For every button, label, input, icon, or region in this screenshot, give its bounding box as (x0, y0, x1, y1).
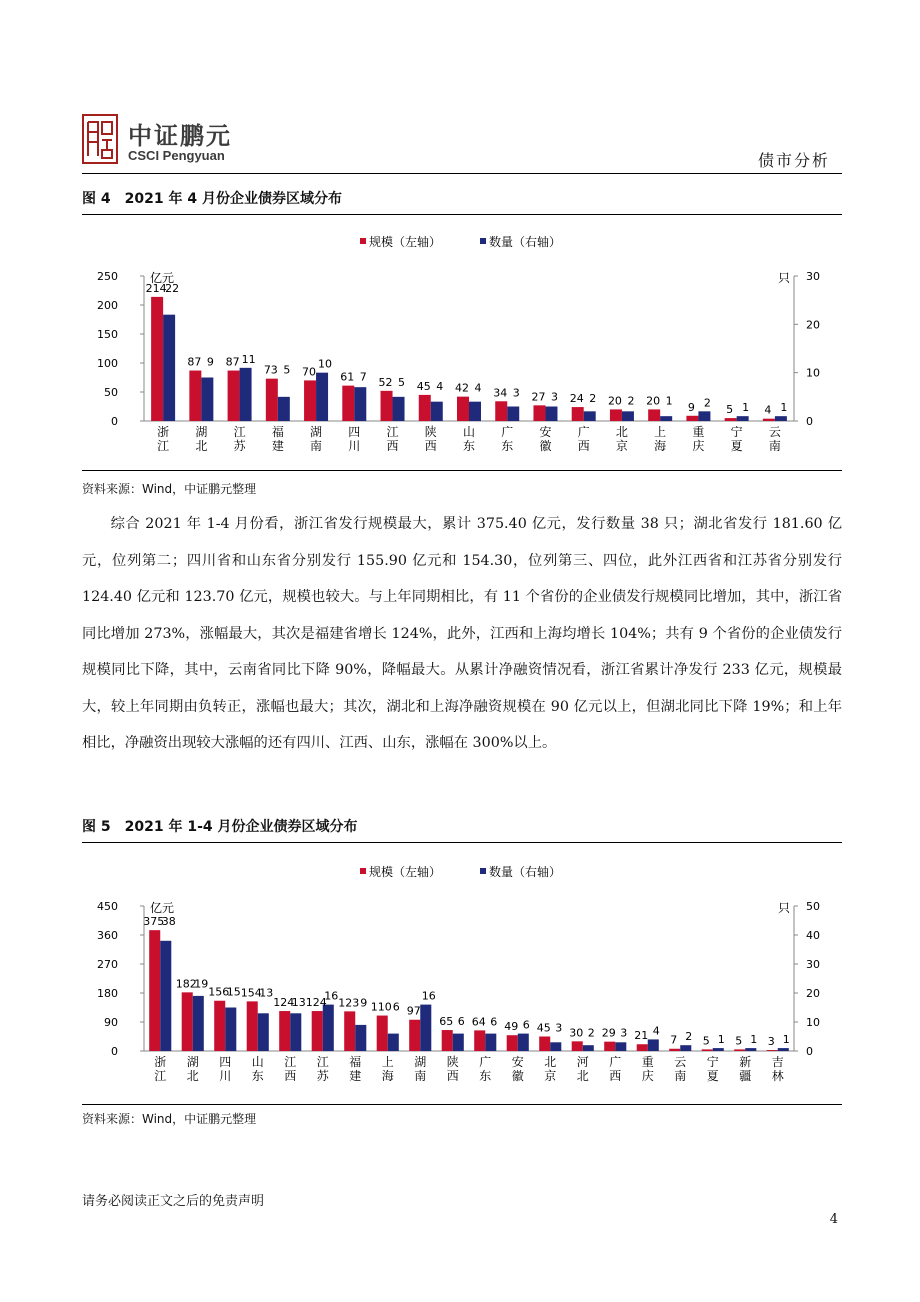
figure-4-chart (82, 226, 842, 458)
category-label: 西 (577, 439, 590, 453)
data-label-scale: 24 (569, 392, 584, 406)
bar-scale (344, 1011, 355, 1051)
category-label: 山 (251, 1055, 264, 1069)
legend-label: 数量（右轴） (489, 235, 562, 249)
category-label: 云 (674, 1055, 687, 1069)
data-label-scale: 27 (531, 390, 546, 404)
figure-5-top-rule (82, 842, 842, 843)
category-label: 西 (424, 439, 437, 453)
bar-scale (539, 1037, 550, 1052)
bar-count (354, 387, 366, 421)
bar-count (583, 1045, 594, 1051)
data-label-count: 15 (226, 985, 241, 999)
category-label: 川 (219, 1069, 232, 1083)
data-label-scale: 97 (406, 1004, 421, 1018)
data-label-count: 2 (685, 1030, 693, 1044)
data-label-count: 1 (750, 1033, 758, 1047)
data-label-count: 10 (318, 357, 333, 371)
bar-count (355, 1025, 366, 1051)
bar-scale (182, 992, 193, 1051)
bar-scale (686, 416, 698, 421)
logo-english-name: CSCI Pengyuan (128, 148, 225, 163)
data-label-scale: 34 (493, 386, 508, 400)
right-tick-label: 50 (806, 900, 820, 913)
page-number: 4 (829, 1212, 838, 1227)
data-label-count: 13 (259, 986, 274, 1000)
bar-count (469, 402, 481, 421)
category-label: 海 (654, 439, 667, 453)
data-label-count: 6 (392, 1000, 400, 1014)
right-axis-unit: 只 (777, 271, 790, 285)
bar-scale (304, 380, 316, 421)
bar-count (660, 416, 672, 421)
figure-5-title (82, 816, 358, 836)
bar-scale (734, 1049, 745, 1051)
bar-count (420, 1005, 431, 1051)
bar-scale (228, 371, 240, 421)
data-label-scale: 110 (370, 1000, 392, 1014)
bar-scale (377, 1016, 388, 1051)
data-label-scale: 87 (225, 355, 240, 369)
right-tick-label: 20 (806, 318, 820, 332)
bar-scale (266, 379, 278, 421)
category-label: 北 (195, 439, 208, 453)
data-label-scale: 61 (340, 370, 355, 384)
data-label-count: 4 (436, 379, 444, 393)
category-label: 西 (446, 1069, 459, 1083)
bar-count (615, 1042, 626, 1051)
category-label: 云 (768, 425, 781, 439)
bar-scale (669, 1049, 680, 1051)
category-label: 北 (186, 1069, 199, 1083)
data-label-scale: 5 (735, 1034, 743, 1048)
category-label: 陕 (446, 1055, 459, 1069)
data-label-scale: 5 (702, 1034, 710, 1048)
bar-scale (442, 1030, 453, 1051)
figure-5-bottom-rule (82, 1104, 842, 1105)
bar-count (745, 1048, 756, 1051)
bar-count (163, 315, 175, 421)
right-tick-label: 40 (806, 929, 820, 942)
category-label: 宁 (730, 425, 743, 439)
bar-scale (279, 1011, 290, 1051)
category-label: 江 (154, 1069, 167, 1083)
data-label-scale: 375 (143, 915, 165, 929)
category-label: 庆 (692, 439, 705, 453)
category-label: 徽 (539, 439, 552, 453)
figure-5-chart (82, 856, 842, 1088)
data-label-scale: 52 (378, 375, 393, 389)
data-label-scale: 123 (338, 996, 360, 1010)
bar-count (316, 373, 328, 421)
category-label: 北 (544, 1055, 557, 1069)
data-label-count: 3 (620, 1026, 628, 1040)
category-label: 福 (349, 1055, 362, 1069)
left-tick-label: 50 (104, 386, 118, 399)
data-label-count: 3 (550, 390, 558, 404)
data-label-count: 11 (241, 352, 256, 366)
left-tick-label: 100 (97, 357, 118, 370)
data-label-count: 2 (703, 396, 711, 410)
category-label: 重 (692, 425, 705, 439)
data-label-scale: 21 (634, 1029, 649, 1043)
data-label-count: 1 (665, 394, 673, 408)
bar-scale (763, 419, 775, 421)
bar-scale (572, 1041, 583, 1051)
category-label: 江 (386, 425, 399, 439)
figure-4-bottom-rule (82, 470, 842, 471)
bar-scale (725, 418, 737, 421)
data-label-count: 13 (291, 996, 306, 1010)
data-label-scale: 49 (504, 1020, 519, 1034)
data-label-count: 4 (652, 1024, 660, 1038)
category-label: 南 (674, 1069, 687, 1083)
category-label: 江 (284, 1055, 297, 1069)
data-label-count: 3 (555, 1021, 563, 1035)
category-label: 林 (771, 1069, 784, 1083)
category-label: 河 (576, 1055, 589, 1069)
data-label-count: 2 (587, 1026, 595, 1040)
category-label: 夏 (730, 439, 743, 453)
bar-scale (702, 1049, 713, 1051)
header-rule (82, 173, 842, 174)
bar-count (648, 1039, 659, 1051)
bar-count (737, 416, 749, 421)
data-label-scale: 45 (536, 1021, 551, 1035)
bar-count (431, 402, 443, 421)
category-label: 东 (501, 439, 514, 453)
data-label-scale: 7 (670, 1033, 678, 1047)
bar-scale (474, 1030, 485, 1051)
bar-count (545, 407, 557, 422)
bar-scale (151, 297, 163, 421)
category-label: 南 (768, 439, 781, 453)
category-label: 重 (641, 1055, 654, 1069)
bar-count (550, 1042, 561, 1051)
category-label: 浙 (154, 1055, 167, 1069)
category-label: 湖 (186, 1055, 199, 1069)
category-label: 吉 (771, 1055, 784, 1069)
bar-scale (457, 397, 469, 421)
category-label: 东 (251, 1069, 264, 1083)
left-tick-label: 270 (97, 958, 118, 971)
category-label: 福 (271, 425, 284, 439)
category-label: 湖 (310, 425, 323, 439)
right-tick-label: 10 (806, 1016, 820, 1029)
bar-scale (767, 1050, 778, 1051)
data-label-scale: 4 (764, 403, 772, 417)
figure-number: 图 4 (82, 191, 111, 207)
logo-seal-icon (82, 114, 118, 164)
legend-label: 规模（左轴） (369, 865, 442, 879)
left-tick-label: 360 (97, 929, 118, 942)
data-label-count: 1 (742, 401, 750, 415)
data-label-scale: 124 (273, 996, 295, 1010)
data-label-scale: 124 (305, 996, 327, 1010)
category-label: 京 (544, 1069, 557, 1083)
left-tick-label: 90 (104, 1016, 118, 1029)
legend-swatch (480, 238, 486, 244)
legend-label: 数量（右轴） (489, 865, 562, 879)
data-label-count: 6 (457, 1015, 465, 1029)
category-label: 苏 (233, 439, 246, 453)
right-tick-label: 10 (806, 366, 820, 380)
category-label: 北 (576, 1069, 589, 1083)
data-label-count: 16 (421, 989, 436, 1003)
category-label: 南 (310, 439, 323, 453)
bar-count (698, 411, 710, 421)
legend-swatch (480, 868, 486, 874)
category-label: 徽 (511, 1069, 524, 1083)
category-label: 上 (654, 425, 667, 439)
data-label-count: 5 (398, 375, 406, 389)
bar-scale (312, 1011, 323, 1051)
data-label-count: 19 (194, 977, 209, 991)
category-label: 建 (271, 439, 284, 453)
category-label: 西 (609, 1069, 622, 1083)
category-label: 广 (609, 1055, 622, 1069)
data-label-scale: 20 (646, 394, 661, 408)
category-label: 苏 (316, 1069, 329, 1083)
data-label-scale: 154 (240, 986, 262, 1000)
category-label: 南 (414, 1069, 427, 1083)
bar-count (193, 996, 204, 1051)
data-label-scale: 214 (145, 281, 167, 295)
bar-count (225, 1008, 236, 1052)
bar-count (393, 397, 405, 421)
bar-scale (189, 371, 201, 421)
data-label-count: 7 (359, 370, 367, 384)
data-label-count: 38 (161, 915, 176, 929)
category-label: 西 (284, 1069, 297, 1083)
data-label-count: 3 (512, 386, 520, 400)
bar-count (680, 1045, 691, 1051)
left-tick-label: 0 (111, 415, 118, 428)
data-label-scale: 182 (175, 977, 197, 991)
bar-count (713, 1048, 724, 1051)
category-label: 北 (615, 425, 628, 439)
data-label-scale: 5 (726, 403, 734, 417)
data-label-scale: 65 (439, 1015, 454, 1029)
category-label: 湖 (414, 1055, 427, 1069)
figure-4-source: 资料来源：Wind，中证鹏元整理 (82, 482, 257, 496)
data-label-scale: 45 (416, 379, 431, 393)
bar-count (775, 416, 787, 421)
data-label-count: 22 (165, 281, 180, 295)
left-axis-unit: 亿元 (150, 271, 175, 285)
bar-count (388, 1034, 399, 1051)
bar-scale (610, 409, 622, 421)
category-label: 京 (615, 439, 628, 453)
bar-scale (572, 407, 584, 421)
bar-scale (214, 1001, 225, 1051)
body-paragraph: 综合 2021 年 1-4 月份看，浙江省发行规模最大，累计 375.40 亿元，发行数量 38 只；湖北省发行 181.60 亿元，位列第二；四川省和山东省分别发行 155.90 亿元和 154.30，位列第三、四位，此外江西省和江苏省分别发行 124.40 亿元和 123.70 亿元，规模也较大。与上年同期相比，有 11 个省份的企业债发行规模同比增加，其中，浙江省同比增加 273%，涨幅最大，其次是福建省增长 124%，此外，江西和上海均增长 104%；共有 9 个省份的企业债发行规模同比下降，其中，云南省同比下降 90%，降幅最大。从累计净融资情况看，浙江省累计净发行 233 亿元，规模最大，较上年同期由负转正，涨幅也最大；其次，湖北和上海净融资规模在 90 亿元以上，但湖北同比下降 19%；和上年相比，净融资出现较大涨幅的还有四川、江西、山东，涨幅在 300%以上。 (82, 516, 842, 751)
figure-5-source: 资料来源：Wind，中证鹏元整理 (82, 1112, 257, 1126)
left-tick-label: 150 (97, 328, 118, 341)
category-label: 东 (462, 439, 476, 453)
category-label: 庆 (641, 1069, 654, 1083)
data-label-count: 1 (717, 1033, 725, 1047)
bar-count (584, 411, 596, 421)
legend-swatch (360, 868, 366, 874)
bar-count (622, 411, 634, 421)
bar-scale (507, 1035, 518, 1051)
bar-scale (149, 930, 160, 1051)
report-type: 债市分析 (757, 151, 830, 170)
bar-scale (247, 1001, 258, 1051)
data-label-count: 6 (490, 1015, 498, 1029)
bar-count (778, 1048, 789, 1051)
data-label-count: 1 (780, 401, 788, 415)
bar-scale (381, 391, 393, 421)
data-label-count: 2 (627, 394, 635, 408)
category-label: 浙 (157, 425, 170, 439)
category-label: 海 (381, 1069, 394, 1083)
legend-label: 规模（左轴） (369, 235, 442, 249)
legend-swatch (360, 238, 366, 244)
company-logo (82, 114, 242, 166)
category-label: 四 (348, 425, 361, 439)
right-tick-label: 30 (806, 270, 820, 283)
data-label-scale: 30 (569, 1026, 584, 1040)
bar-scale (533, 405, 545, 421)
data-label-scale: 87 (187, 355, 202, 369)
bar-scale (409, 1020, 420, 1051)
left-axis-unit: 亿元 (150, 901, 175, 915)
right-tick-label: 30 (806, 958, 820, 971)
disclaimer: 请务必阅读正文之后的免责声明 (82, 1194, 265, 1209)
data-label-scale: 3 (767, 1035, 775, 1049)
bar-count (507, 407, 519, 422)
figure-4-top-rule (82, 214, 842, 215)
data-label-count: 4 (474, 381, 482, 395)
category-label: 广 (501, 425, 514, 439)
bar-count (323, 1005, 334, 1051)
bar-count (258, 1013, 269, 1051)
left-tick-label: 250 (97, 270, 118, 283)
category-label: 西 (386, 439, 399, 453)
data-label-count: 9 (360, 996, 368, 1010)
data-label-count: 5 (283, 363, 291, 377)
right-tick-label: 0 (806, 415, 813, 428)
category-label: 陕 (424, 425, 437, 439)
data-label-scale: 9 (687, 400, 695, 414)
category-label: 湖 (195, 425, 208, 439)
category-label: 建 (349, 1069, 362, 1083)
left-tick-label: 0 (111, 1045, 118, 1058)
bar-scale (648, 409, 660, 421)
category-label: 新 (739, 1055, 752, 1069)
category-label: 安 (539, 425, 552, 439)
category-label: 夏 (706, 1069, 719, 1083)
bar-count (453, 1034, 464, 1051)
category-label: 上 (381, 1055, 394, 1069)
data-label-count: 6 (522, 1018, 530, 1032)
category-label: 广 (479, 1055, 492, 1069)
bar-scale (495, 401, 507, 421)
right-tick-label: 20 (806, 987, 820, 1000)
data-label-scale: 73 (263, 363, 278, 377)
category-label: 山 (462, 425, 476, 439)
figure-number: 图 5 (82, 819, 111, 835)
left-tick-label: 450 (97, 900, 118, 913)
left-tick-label: 180 (97, 987, 118, 1000)
category-label: 四 (219, 1055, 232, 1069)
logo-chinese-name: 中证鹏元 (128, 122, 232, 150)
data-label-scale: 20 (607, 394, 622, 408)
data-label-count: 16 (324, 989, 339, 1003)
bar-count (160, 941, 171, 1051)
figure-4-title (82, 188, 342, 208)
data-label-scale: 70 (302, 365, 317, 379)
data-label-count: 2 (589, 392, 597, 406)
category-label: 川 (348, 439, 361, 453)
data-label-count: 9 (206, 355, 214, 369)
category-label: 广 (577, 425, 590, 439)
bar-count (485, 1034, 496, 1051)
category-label: 江 (316, 1055, 329, 1069)
data-label-scale: 64 (471, 1015, 486, 1029)
data-label-scale: 156 (208, 985, 230, 999)
bar-count (278, 397, 290, 421)
category-label: 安 (511, 1055, 524, 1069)
bar-count (518, 1034, 529, 1051)
data-label-scale: 29 (601, 1026, 616, 1040)
right-axis-unit: 只 (777, 901, 790, 915)
bar-count (290, 1013, 301, 1051)
category-label: 疆 (739, 1069, 752, 1083)
data-label-scale: 42 (455, 381, 469, 395)
bar-scale (419, 395, 431, 421)
figure-caption: 2021 年 1-4 月份企业债券区域分布 (124, 819, 358, 835)
category-label: 东 (479, 1069, 492, 1083)
category-label: 江 (233, 425, 246, 439)
bar-count (201, 378, 213, 422)
category-label: 宁 (706, 1055, 719, 1069)
bar-scale (342, 386, 354, 421)
category-label: 江 (157, 439, 170, 453)
bar-scale (604, 1042, 615, 1051)
data-label-count: 1 (782, 1033, 790, 1047)
left-tick-label: 200 (97, 299, 118, 312)
bar-count (240, 368, 252, 421)
figure-caption: 2021 年 4 月份企业债券区域分布 (124, 191, 342, 207)
right-tick-label: 0 (806, 1045, 813, 1058)
bar-scale (637, 1044, 648, 1051)
